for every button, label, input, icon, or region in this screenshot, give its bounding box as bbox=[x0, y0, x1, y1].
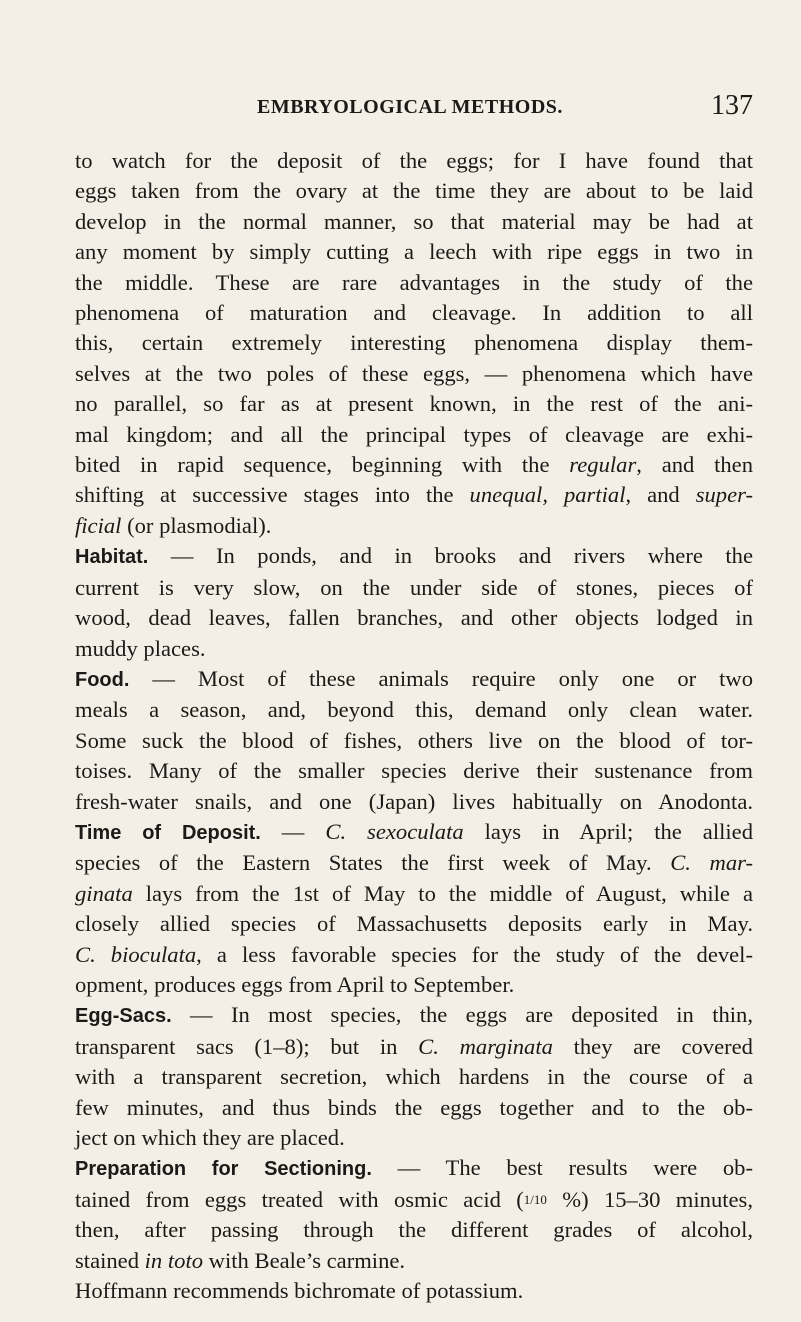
text-run: lays in April; the allied bbox=[463, 818, 753, 844]
text-run: develop in the normal manner, so that material may be had at bbox=[75, 208, 753, 234]
text-run: toises. Many of the smaller species derive their sustenance from bbox=[75, 758, 753, 784]
text-run: this, certain extremely interesting phenomena display them- bbox=[75, 330, 753, 356]
italic-text: in toto bbox=[144, 1247, 204, 1273]
italic-text: super- bbox=[695, 482, 753, 508]
text-line bbox=[75, 237, 753, 267]
text-line bbox=[75, 328, 753, 358]
text-run: bited in rapid sequence, beginning with the bbox=[75, 452, 570, 478]
text-run: tained from eggs treated with osmic acid ( bbox=[75, 1186, 524, 1212]
text-run: the middle. These are rare advantages in the study of the bbox=[75, 269, 753, 295]
text-run: shifting at successive stages into the bbox=[75, 482, 470, 508]
fraction: 1/10 bbox=[523, 1191, 547, 1207]
text-line bbox=[75, 664, 753, 695]
text-line bbox=[75, 298, 753, 328]
text-run: transparent sacs (1–8); but in bbox=[75, 1033, 419, 1059]
text-run: with a transparent secretion, which hardens in the course of a bbox=[75, 1064, 753, 1090]
text-line bbox=[75, 207, 753, 237]
text-line bbox=[75, 940, 753, 970]
text-line bbox=[75, 726, 753, 756]
text-line bbox=[75, 1276, 753, 1306]
italic-text: C. marginata bbox=[418, 1033, 553, 1059]
text-run: %) 15–30 minutes, bbox=[546, 1186, 753, 1212]
italic-text: C. sexoculata bbox=[325, 818, 464, 844]
page-number: 137 bbox=[711, 90, 753, 121]
text-line bbox=[75, 787, 753, 817]
text-run: , a less favorable species for the study of the devel- bbox=[196, 941, 753, 967]
section-heading: Time of Deposit. bbox=[75, 821, 261, 844]
text-run: , and then bbox=[636, 452, 754, 478]
text-run: — bbox=[260, 818, 326, 844]
text-run: muddy places. bbox=[75, 635, 206, 661]
text-run: fresh-water snails, and one (Japan) lives habitually on Anodonta. bbox=[75, 788, 753, 814]
text-run: ject on which they are placed. bbox=[75, 1125, 345, 1150]
text-run: phenomena of maturation and cleavage. In addition to all bbox=[75, 300, 753, 326]
text-line bbox=[75, 1185, 753, 1215]
text-run: mal kingdom; and all the principal types of cleavage are exhi- bbox=[75, 421, 753, 447]
text-run: current is very slow, on the under side of stones, pieces of bbox=[75, 574, 753, 600]
text-run: (or plasmodial). bbox=[121, 512, 272, 538]
section-heading: Preparation for Sectioning. bbox=[75, 1158, 372, 1181]
section-heading: Food. bbox=[75, 668, 130, 691]
text-line bbox=[75, 1093, 753, 1123]
text-line bbox=[75, 420, 753, 450]
text-line bbox=[75, 1062, 753, 1092]
text-run: to watch for the deposit of the eggs; for I have found that bbox=[75, 148, 753, 173]
text-line bbox=[75, 970, 753, 1000]
text-run: — The best results were ob- bbox=[371, 1155, 753, 1181]
italic-text: C. bioculata bbox=[75, 941, 197, 967]
text-run: — In ponds, and in brooks and rivers where the bbox=[148, 543, 753, 569]
text-line bbox=[75, 1153, 753, 1184]
text-run: , and bbox=[625, 482, 696, 508]
italic-text: unequal, partial bbox=[469, 482, 626, 508]
text-line bbox=[75, 146, 753, 176]
text-run: wood, dead leaves, fallen branches, and other objects lodged in bbox=[75, 605, 753, 631]
text-run: stained bbox=[75, 1247, 145, 1273]
text-line bbox=[75, 511, 753, 541]
italic-text: C. mar- bbox=[670, 850, 753, 876]
italic-text: ginata bbox=[75, 880, 133, 906]
running-head-title: EMBRYOLOGICAL METHODS. bbox=[257, 96, 563, 118]
text-line bbox=[75, 603, 753, 633]
text-run: any moment by simply cutting a leech with ripe eggs in two in bbox=[75, 239, 753, 265]
text-run: closely allied species of Massachusetts deposits early in May. bbox=[75, 911, 753, 937]
text-line bbox=[75, 450, 753, 480]
text-run: Hoffmann recommends bichromate of potassium. bbox=[75, 1278, 524, 1304]
text-line bbox=[75, 389, 753, 419]
text-line bbox=[75, 268, 753, 298]
text-line bbox=[75, 480, 753, 510]
text-run: selves at the two poles of these eggs, — phenomena which have bbox=[75, 360, 753, 386]
text-run: lays from the 1st of May to the middle of August, while a bbox=[132, 880, 753, 906]
text-line bbox=[75, 1215, 753, 1245]
text-run: few minutes, and thus binds the eggs together and to the ob- bbox=[75, 1094, 753, 1120]
text-line bbox=[75, 573, 753, 603]
text-line bbox=[75, 176, 753, 206]
text-run: no parallel, so far as at present known, in the rest of the ani- bbox=[75, 391, 753, 417]
text-line bbox=[75, 909, 753, 939]
text-run: meals a season, and, beyond this, demand only clean water. bbox=[75, 697, 753, 723]
section-heading: Habitat. bbox=[75, 546, 149, 569]
text-line bbox=[75, 1123, 753, 1153]
section-heading: Egg-Sacs. bbox=[75, 1005, 172, 1028]
text-run: species of the Eastern States the first week of May. bbox=[75, 850, 671, 876]
text-line bbox=[75, 1246, 753, 1276]
text-line bbox=[75, 541, 753, 572]
text-run: then, after passing through the different grades of alcohol, bbox=[75, 1217, 753, 1243]
text-line bbox=[75, 817, 753, 848]
italic-text: regular bbox=[569, 452, 637, 478]
italic-text: ficial bbox=[75, 512, 122, 538]
text-line bbox=[75, 879, 753, 909]
text-run: eggs taken from the ovary at the time they are about to be laid bbox=[75, 178, 753, 204]
text-run: they are covered bbox=[552, 1033, 753, 1059]
text-run: opment, produces eggs from April to September. bbox=[75, 971, 515, 997]
text-line bbox=[75, 1032, 753, 1062]
body-text bbox=[75, 146, 753, 1306]
text-line bbox=[75, 1000, 753, 1031]
text-line bbox=[75, 695, 753, 725]
text-line bbox=[75, 634, 753, 664]
text-line bbox=[75, 359, 753, 389]
running-head bbox=[75, 90, 753, 134]
text-line bbox=[75, 756, 753, 786]
text-line bbox=[75, 848, 753, 878]
text-run: Some suck the blood of fishes, others live on the blood of tor- bbox=[75, 727, 753, 753]
text-run: — Most of these animals require only one or two bbox=[129, 665, 753, 691]
text-run: with Beale’s carmine. bbox=[203, 1247, 406, 1273]
text-run: — In most species, the eggs are deposited in thin, bbox=[171, 1002, 753, 1028]
